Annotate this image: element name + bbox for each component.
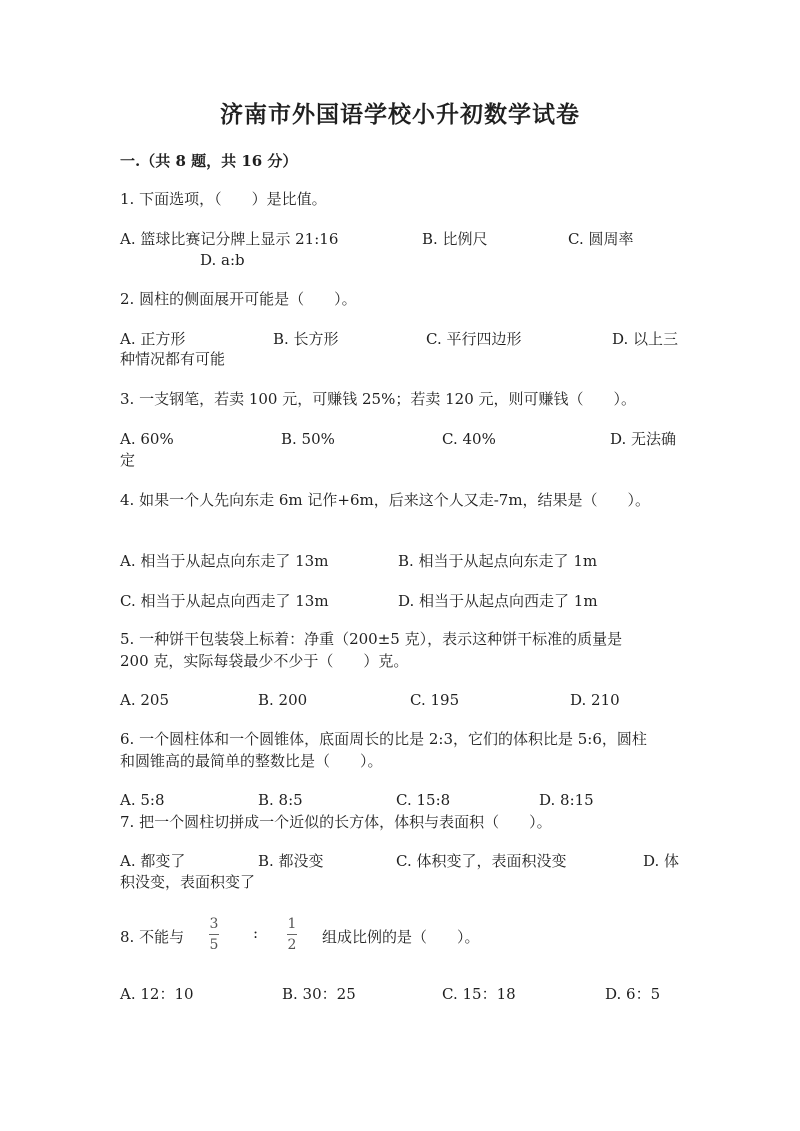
q1-option-b: B. 比例尺	[422, 230, 488, 248]
question-8-stem-suffix: 组成比例的是（ ）。	[322, 928, 480, 946]
fraction-numerator: 3	[209, 916, 219, 932]
q8-option-b: B. 30：25	[282, 985, 356, 1003]
question-6-stem-line2: 和圆锥高的最简单的整数比是（ ）。	[120, 752, 383, 770]
fraction-three-fifths	[209, 916, 219, 953]
q7-option-c: C. 体积变了，表面积没变	[396, 852, 567, 870]
q5-option-d: D. 210	[570, 691, 620, 709]
q8-option-a: A. 12：10	[120, 985, 194, 1003]
q3-option-d: D. 无法确	[610, 430, 677, 448]
q3-option-a: A. 60%	[120, 430, 174, 448]
section-heading: 一.（共 8 题，共 16 分）	[120, 152, 298, 170]
question-6-stem-line1: 6. 一个圆柱体和一个圆锥体，底面周长的比是 2:3，它们的体积比是 5:6，圆柱	[120, 730, 647, 748]
q5-option-c: C. 195	[410, 691, 460, 709]
q1-option-a: A. 篮球比赛记分牌上显示 21:16	[120, 230, 339, 248]
q6-option-c: C. 15:8	[396, 791, 451, 809]
q6-option-d: D. 8:15	[539, 791, 594, 809]
q3-option-c: C. 40%	[442, 430, 496, 448]
q4-option-d: D. 相当于从起点向西走了 1m	[398, 592, 598, 610]
q4-option-b: B. 相当于从起点向东走了 1m	[398, 552, 598, 570]
q7-option-d-cont: 积没变，表面积变了	[120, 873, 256, 891]
q7-option-b: B. 都没变	[258, 852, 324, 870]
q6-option-b: B. 8:5	[258, 791, 303, 809]
q1-option-d: D. a:b	[200, 251, 245, 269]
q5-option-a: A. 205	[120, 691, 169, 709]
fraction-numerator: 1	[287, 916, 297, 932]
q2-option-a: A. 正方形	[120, 330, 186, 348]
question-3-stem: 3. 一支钢笔，若卖 100 元，可赚钱 25%；若卖 120 元，则可赚钱（ ）。	[120, 390, 637, 408]
ratio-colon: :	[253, 924, 259, 942]
q2-option-d: D. 以上三	[612, 330, 679, 348]
question-2-stem: 2. 圆柱的侧面展开可能是（ ）。	[120, 290, 357, 308]
q8-option-c: C. 15：18	[442, 985, 516, 1003]
page-title: 济南市外国语学校小升初数学试卷	[220, 101, 580, 128]
q8-option-d: D. 6：5	[605, 985, 661, 1003]
q4-option-c: C. 相当于从起点向西走了 13m	[120, 592, 329, 610]
question-4-stem: 4. 如果一个人先向东走 6m 记作+6m，后来这个人又走-7m，结果是（ ）。	[120, 491, 651, 509]
fraction-one-half	[287, 916, 297, 953]
question-5-stem-line2: 200 克，实际每袋最少不少于（ ）克。	[120, 652, 409, 670]
question-1-stem: 1. 下面选项，（ ）是比值。	[120, 190, 327, 208]
q2-option-d-cont: 种情况都有可能	[120, 350, 226, 368]
q3-option-d-cont: 定	[120, 451, 136, 469]
fraction-denominator: 5	[209, 937, 219, 953]
q7-option-a: A. 都变了	[120, 852, 186, 870]
fraction-bar	[287, 934, 297, 935]
q7-option-d: D. 体	[643, 852, 680, 870]
q5-option-b: B. 200	[258, 691, 308, 709]
q4-option-a: A. 相当于从起点向东走了 13m	[120, 552, 329, 570]
q6-option-a: A. 5:8	[120, 791, 165, 809]
fraction-denominator: 2	[287, 937, 297, 953]
q1-option-c: C. 圆周率	[568, 230, 634, 248]
question-7-stem: 7. 把一个圆柱切拼成一个近似的长方体，体积与表面积（ ）。	[120, 813, 552, 831]
q3-option-b: B. 50%	[281, 430, 335, 448]
question-8-stem-prefix: 8. 不能与	[120, 928, 185, 946]
fraction-bar	[209, 934, 219, 935]
question-5-stem-line1: 5. 一种饼干包装袋上标着：净重（200±5 克），表示这种饼干标准的质量是	[120, 630, 623, 648]
q2-option-c: C. 平行四边形	[426, 330, 522, 348]
q2-option-b: B. 长方形	[273, 330, 339, 348]
